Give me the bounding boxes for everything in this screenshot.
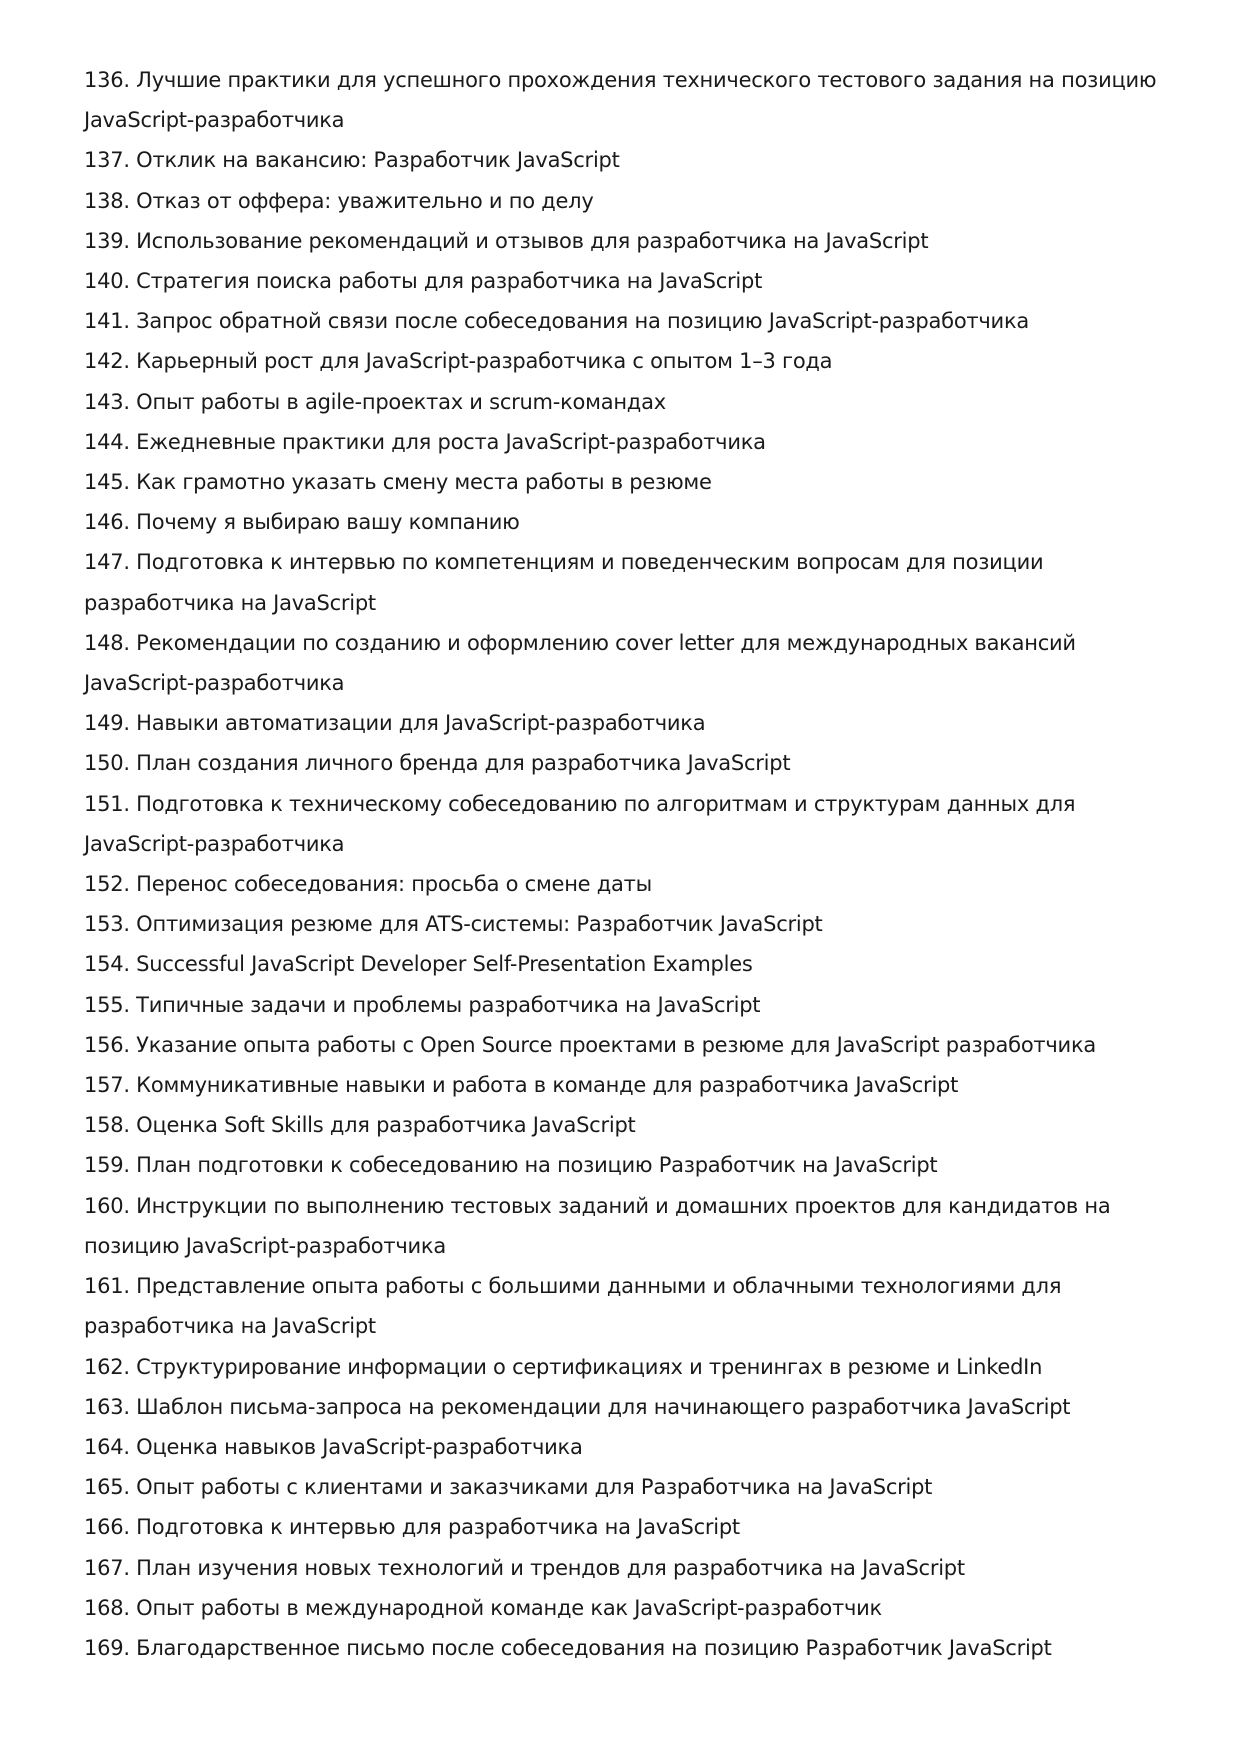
list-item: 136. Лучшие практики для успешного прохождения технического тестового задания на позицию JavaScript-разработчика bbox=[84, 68, 1157, 133]
list-item: 153. Оптимизация резюме для ATS-системы: Разработчик JavaScript bbox=[84, 912, 823, 937]
list-item: 164. Оценка навыков JavaScript-разработчика bbox=[84, 1434, 583, 1459]
list-item: 146. Почему я выбираю вашу компанию bbox=[84, 510, 520, 535]
list-item: 142. Карьерный рост для JavaScript-разработчика с опытом 1–3 года bbox=[84, 349, 833, 374]
list-item: 144. Ежедневные практики для роста JavaScript-разработчика bbox=[84, 429, 766, 454]
list-item: 158. Оценка Soft Skills для разработчика JavaScript bbox=[84, 1113, 636, 1138]
list-item: 166. Подготовка к интервью для разработчика на JavaScript bbox=[84, 1515, 740, 1540]
list-item: 152. Перенос собеседования: просьба о смене даты bbox=[84, 872, 652, 897]
list-item: 169. Благодарственное письмо после собеседования на позицию Разработчик JavaScript bbox=[84, 1635, 1052, 1660]
list-item: 140. Стратегия поиска работы для разработчика на JavaScript bbox=[84, 269, 763, 294]
list-item: 151. Подготовка к техническому собеседованию по алгоритмам и структурам данных для JavaScript-разработчика bbox=[84, 791, 1076, 856]
article-list bbox=[84, 60, 1174, 1668]
list-item: 137. Отклик на вакансию: Разработчик JavaScript bbox=[84, 148, 620, 173]
list-item: 149. Навыки автоматизации для JavaScript-разработчика bbox=[84, 711, 706, 736]
list-item: 139. Использование рекомендаций и отзывов для разработчика на JavaScript bbox=[84, 228, 929, 253]
list-item: 145. Как грамотно указать смену места работы в резюме bbox=[84, 470, 712, 495]
list-item: 167. План изучения новых технологий и трендов для разработчика на JavaScript bbox=[84, 1555, 965, 1580]
list-item: 168. Опыт работы в международной команде как JavaScript-разработчик bbox=[84, 1595, 882, 1620]
list-item: 160. Инструкции по выполнению тестовых заданий и домашних проектов для кандидатов на позицию JavaScript-разработчика bbox=[84, 1193, 1111, 1258]
list-item: 143. Опыт работы в agile-проектах и scrum-командах bbox=[84, 389, 666, 414]
list-item: 148. Рекомендации по созданию и оформлению cover letter для международных вакансий JavaScript-разработчика bbox=[84, 630, 1076, 696]
list-item: 154. Successful JavaScript Developer Self-Presentation Examples bbox=[84, 952, 753, 977]
list-item: 147. Подготовка к интервью по компетенциям и поведенческим вопросам для позиции разработчика на JavaScript bbox=[84, 550, 1044, 615]
list-item: 162. Структурирование информации о сертификациях и тренингах в резюме и LinkedIn bbox=[84, 1354, 1043, 1379]
list-item: 163. Шаблон письма-запроса на рекомендации для начинающего разработчика JavaScript bbox=[84, 1394, 1071, 1419]
list-item: 156. Указание опыта работы с Open Source проектами в резюме для JavaScript разработчика bbox=[84, 1032, 1097, 1057]
list-item: 159. План подготовки к собеседованию на позицию Разработчик на JavaScript bbox=[84, 1153, 938, 1178]
list-item: 157. Коммуникативные навыки и работа в команде для разработчика JavaScript bbox=[84, 1073, 959, 1098]
list-item: 150. План создания личного бренда для разработчика JavaScript bbox=[84, 751, 791, 776]
list-item: 155. Типичные задачи и проблемы разработчика на JavaScript bbox=[84, 992, 761, 1017]
list-item: 165. Опыт работы с клиентами и заказчиками для Разработчика на JavaScript bbox=[84, 1475, 933, 1500]
list-item: 161. Представление опыта работы с большими данными и облачными технологиями для разработчика на JavaScript bbox=[84, 1274, 1062, 1339]
list-item: 138. Отказ от оффера: уважительно и по делу bbox=[84, 188, 594, 213]
list-item: 141. Запрос обратной связи после собеседования на позицию JavaScript-разработчика bbox=[84, 309, 1030, 334]
